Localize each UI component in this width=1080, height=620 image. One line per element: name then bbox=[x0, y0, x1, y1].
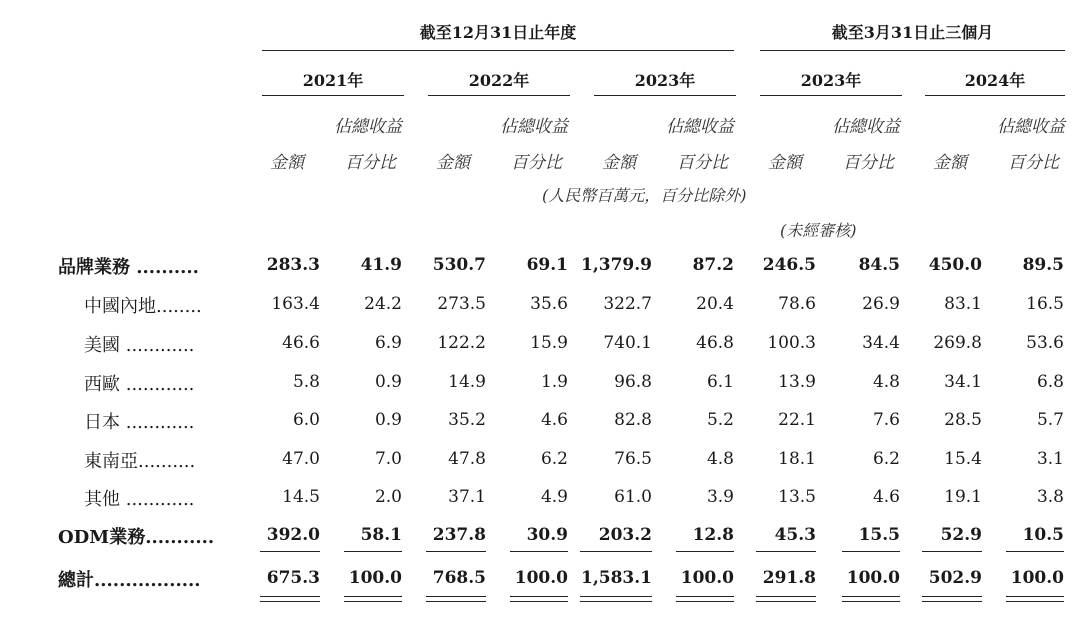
subtotal-rule bbox=[676, 551, 734, 552]
table-cell: 100.0 bbox=[846, 568, 900, 588]
table-cell: 45.3 bbox=[774, 525, 816, 545]
table-cell: 768.5 bbox=[432, 568, 486, 588]
table-cell: 100.3 bbox=[767, 333, 816, 353]
pct-header-line1: 佔總收益 bbox=[832, 117, 900, 137]
table-cell: 1,379.9 bbox=[581, 255, 652, 275]
pct-header-line1: 佔總收益 bbox=[666, 117, 734, 137]
table-cell: 20.4 bbox=[696, 294, 734, 314]
table-cell: 14.5 bbox=[282, 487, 320, 507]
row-label: 日本 ............ bbox=[84, 412, 195, 433]
table-cell: 30.9 bbox=[526, 525, 568, 545]
period-rule-full-year bbox=[262, 50, 734, 51]
table-cell: 4.6 bbox=[540, 410, 568, 430]
table-cell: 52.9 bbox=[940, 525, 982, 545]
table-cell: 18.1 bbox=[778, 449, 816, 469]
table-cell: 6.8 bbox=[1036, 372, 1064, 392]
subtotal-rule bbox=[344, 551, 402, 552]
table-cell: 392.0 bbox=[266, 525, 320, 545]
pct-header-line1: 佔總收益 bbox=[334, 117, 402, 137]
table-cell: 163.4 bbox=[271, 294, 320, 314]
year-header-2021: 2021年 bbox=[302, 71, 364, 90]
year-header-2022: 2022年 bbox=[468, 71, 530, 90]
table-cell: 46.6 bbox=[282, 333, 320, 353]
year-rule-2023-q1 bbox=[760, 95, 902, 96]
pct-header-line2: 百分比 bbox=[511, 153, 562, 173]
total-double-rule bbox=[344, 596, 402, 602]
table-cell: 7.0 bbox=[374, 449, 402, 469]
table-cell: 61.0 bbox=[614, 487, 652, 507]
table-cell: 15.4 bbox=[944, 449, 982, 469]
total-double-rule bbox=[842, 596, 900, 602]
table-cell: 34.4 bbox=[862, 333, 900, 353]
table-cell: 283.3 bbox=[266, 255, 320, 275]
table-cell: 58.1 bbox=[360, 525, 402, 545]
year-header-2023: 2023年 bbox=[634, 71, 696, 90]
table-cell: 100.0 bbox=[1010, 568, 1064, 588]
year-header-2023-q1: 2023年 bbox=[800, 71, 862, 90]
table-cell: 291.8 bbox=[762, 568, 816, 588]
table-cell: 6.2 bbox=[872, 449, 900, 469]
total-double-rule bbox=[510, 596, 568, 602]
table-cell: 15.9 bbox=[530, 333, 568, 353]
table-cell: 122.2 bbox=[437, 333, 486, 353]
table-cell: 34.1 bbox=[944, 372, 982, 392]
table-cell: 16.5 bbox=[1026, 294, 1064, 314]
table-cell: 41.9 bbox=[360, 255, 402, 275]
table-cell: 3.1 bbox=[1036, 449, 1064, 469]
subtotal-rule bbox=[1006, 551, 1064, 552]
subtotal-rule bbox=[426, 551, 486, 552]
table-cell: 46.8 bbox=[696, 333, 734, 353]
table-cell: 14.9 bbox=[448, 372, 486, 392]
total-double-rule bbox=[676, 596, 734, 602]
subtotal-rule bbox=[510, 551, 568, 552]
row-label: 東南亞.......... bbox=[84, 451, 196, 472]
pct-header-line1: 佔總收益 bbox=[997, 117, 1065, 137]
table-cell: 2.0 bbox=[374, 487, 402, 507]
table-cell: 322.7 bbox=[603, 294, 652, 314]
table-cell: 15.5 bbox=[858, 525, 900, 545]
table-cell: 26.9 bbox=[862, 294, 900, 314]
table-cell: 6.1 bbox=[706, 372, 734, 392]
table-cell: 5.8 bbox=[292, 372, 320, 392]
table-cell: 740.1 bbox=[603, 333, 652, 353]
row-label: 品牌業務 .......... bbox=[58, 257, 199, 278]
subtotal-rule bbox=[922, 551, 982, 552]
row-label: 西歐 ............ bbox=[84, 374, 195, 395]
table-cell: 5.2 bbox=[706, 410, 734, 430]
table-cell: 675.3 bbox=[266, 568, 320, 588]
pct-header-line2: 百分比 bbox=[843, 153, 894, 173]
amount-header: 金額 bbox=[768, 153, 802, 173]
year-rule-2024-q1 bbox=[925, 95, 1065, 96]
pct-header-line1: 佔總收益 bbox=[500, 117, 568, 137]
table-cell: 530.7 bbox=[432, 255, 486, 275]
amount-header: 金額 bbox=[436, 153, 470, 173]
table-cell: 37.1 bbox=[448, 487, 486, 507]
table-cell: 28.5 bbox=[944, 410, 982, 430]
row-label: ODM業務........... bbox=[58, 527, 215, 548]
table-cell: 246.5 bbox=[762, 255, 816, 275]
period-rule-three-months bbox=[760, 50, 1065, 51]
table-cell: 7.6 bbox=[872, 410, 900, 430]
amount-header: 金額 bbox=[270, 153, 304, 173]
table-cell: 69.1 bbox=[526, 255, 568, 275]
table-cell: 87.2 bbox=[692, 255, 734, 275]
table-cell: 78.6 bbox=[778, 294, 816, 314]
table-cell: 502.9 bbox=[928, 568, 982, 588]
subtotal-rule bbox=[756, 551, 816, 552]
table-cell: 47.0 bbox=[282, 449, 320, 469]
total-double-rule bbox=[922, 596, 982, 602]
table-cell: 10.5 bbox=[1022, 525, 1064, 545]
table-cell: 19.1 bbox=[944, 487, 982, 507]
table-cell: 0.9 bbox=[374, 410, 402, 430]
year-header-2024-q1: 2024年 bbox=[964, 71, 1026, 90]
pct-header-line2: 百分比 bbox=[677, 153, 728, 173]
row-label: 其他 ............ bbox=[84, 489, 195, 510]
table-cell: 24.2 bbox=[364, 294, 402, 314]
table-cell: 89.5 bbox=[1022, 255, 1064, 275]
amount-header: 金額 bbox=[933, 153, 967, 173]
table-cell: 47.8 bbox=[448, 449, 486, 469]
table-cell: 100.0 bbox=[348, 568, 402, 588]
total-double-rule bbox=[426, 596, 486, 602]
row-label: 美國 ............ bbox=[84, 335, 195, 356]
table-cell: 6.9 bbox=[374, 333, 402, 353]
table-cell: 1.9 bbox=[540, 372, 568, 392]
pct-header-line2: 百分比 bbox=[345, 153, 396, 173]
table-cell: 76.5 bbox=[614, 449, 652, 469]
table-cell: 450.0 bbox=[928, 255, 982, 275]
table-cell: 4.8 bbox=[872, 372, 900, 392]
table-cell: 84.5 bbox=[858, 255, 900, 275]
table-cell: 3.9 bbox=[706, 487, 734, 507]
table-cell: 12.8 bbox=[692, 525, 734, 545]
total-double-rule bbox=[580, 596, 652, 602]
table-cell: 6.0 bbox=[292, 410, 320, 430]
table-cell: 4.8 bbox=[706, 449, 734, 469]
table-cell: 4.9 bbox=[540, 487, 568, 507]
total-double-rule bbox=[756, 596, 816, 602]
table-cell: 13.9 bbox=[778, 372, 816, 392]
amount-header: 金額 bbox=[602, 153, 636, 173]
year-rule-2022 bbox=[428, 95, 570, 96]
table-cell: 35.2 bbox=[448, 410, 486, 430]
table-cell: 100.0 bbox=[514, 568, 568, 588]
table-cell: 269.8 bbox=[933, 333, 982, 353]
table-cell: 22.1 bbox=[778, 410, 816, 430]
row-label: 中國內地........ bbox=[84, 296, 202, 317]
table-cell: 237.8 bbox=[432, 525, 486, 545]
table-cell: 3.8 bbox=[1036, 487, 1064, 507]
table-cell: 0.9 bbox=[374, 372, 402, 392]
subtotal-rule bbox=[260, 551, 320, 552]
unaudited-note: (未經審核) bbox=[780, 221, 857, 240]
subtotal-rule bbox=[580, 551, 652, 552]
table-cell: 83.1 bbox=[944, 294, 982, 314]
table-cell: 6.2 bbox=[540, 449, 568, 469]
table-cell: 82.8 bbox=[614, 410, 652, 430]
period-header-three-months: 截至3月31日止三個月 bbox=[831, 23, 994, 42]
year-rule-2023 bbox=[594, 95, 736, 96]
total-double-rule bbox=[260, 596, 320, 602]
subtotal-rule bbox=[842, 551, 900, 552]
table-cell: 35.6 bbox=[530, 294, 568, 314]
unit-note: (人民幣百萬元，百分比除外) bbox=[542, 186, 747, 205]
period-header-full-year: 截至12月31日止年度 bbox=[419, 23, 577, 42]
table-cell: 100.0 bbox=[680, 568, 734, 588]
table-cell: 53.6 bbox=[1026, 333, 1064, 353]
total-double-rule bbox=[1006, 596, 1064, 602]
table-cell: 4.6 bbox=[872, 487, 900, 507]
table-cell: 5.7 bbox=[1036, 410, 1064, 430]
table-cell: 13.5 bbox=[778, 487, 816, 507]
table-cell: 273.5 bbox=[437, 294, 486, 314]
table-cell: 1,583.1 bbox=[581, 568, 652, 588]
year-rule-2021 bbox=[262, 95, 404, 96]
table-cell: 96.8 bbox=[614, 372, 652, 392]
pct-header-line2: 百分比 bbox=[1008, 153, 1059, 173]
table-cell: 203.2 bbox=[598, 525, 652, 545]
row-label: 總計................. bbox=[58, 570, 201, 591]
